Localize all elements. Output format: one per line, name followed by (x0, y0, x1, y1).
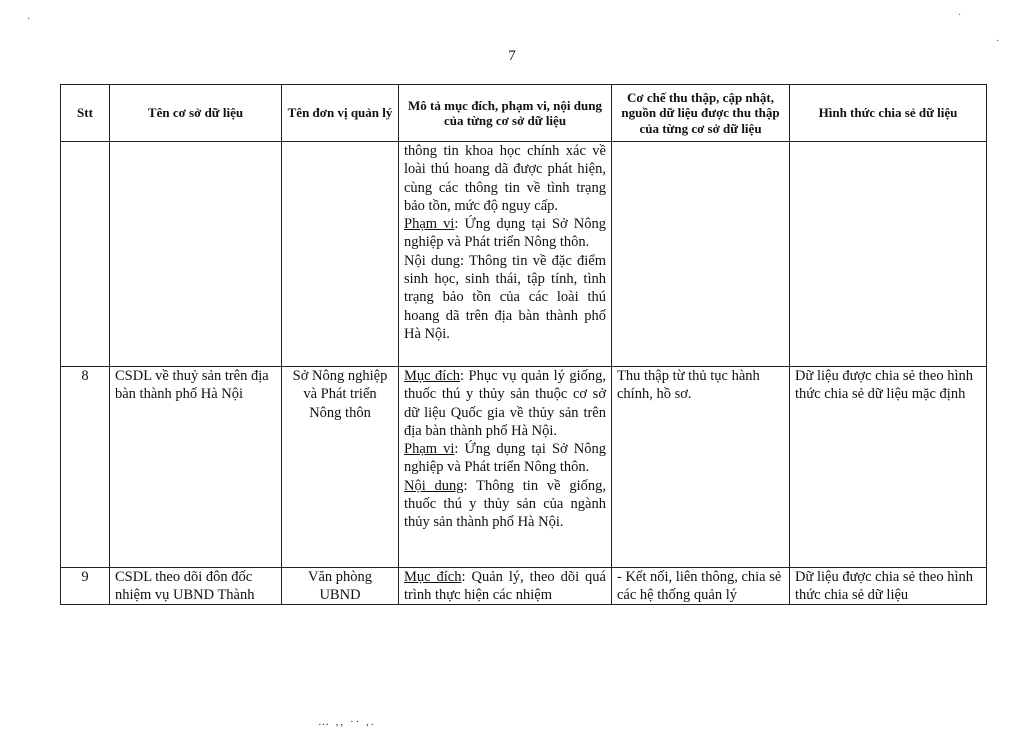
header-description: Mô tả mục đích, phạm vi, nội dung của từng cơ sở dữ liệu (399, 85, 612, 142)
cell-mechanism (612, 142, 790, 367)
cell-sharing-text: Dữ liệu được chia sẻ theo hình thức chia sẻ dữ liệu (795, 569, 974, 604)
table-row (61, 568, 987, 605)
header-collection-mechanism: Cơ chế thu thập, cập nhật, nguồn dữ liệu được thu thập của từng cơ sở dữ liệu (612, 85, 790, 142)
cell-name (110, 568, 282, 605)
description-content (404, 477, 606, 532)
content-label: Nội dung (404, 477, 464, 494)
scope-text: : Ứng dụng tại Sở Nông nghiệp và Phát triển Nông thôn. (404, 441, 606, 476)
cell-description (399, 568, 612, 605)
scan-speck: · (996, 36, 1000, 47)
cell-sharing (790, 568, 987, 605)
cell-description (399, 142, 612, 367)
cell-unit-text: Văn phòng UBND (307, 569, 373, 604)
cell-description (399, 367, 612, 568)
scan-artifact-marks: … ,, ·· ,. (318, 716, 376, 728)
cell-stt: 9 (61, 568, 110, 605)
scope-text: : Ứng dụng tại Sở Nông nghiệp và Phát triển Nông thôn. (404, 216, 606, 251)
scan-speck: · (27, 14, 31, 25)
table-row-continued (61, 142, 987, 367)
cell-mechanism: Thu thập từ thủ tục hành chính, hồ sơ. (612, 367, 790, 568)
scan-speck: · (958, 10, 962, 21)
cell-name: CSDL về thuỷ sản trên địa bàn thành phố Hà Nội (110, 367, 282, 568)
cell-stt: 8 (61, 367, 110, 568)
description-scope (404, 215, 606, 252)
cell-name (110, 142, 282, 367)
scope-label: Phạm vi (404, 441, 455, 458)
description-intro: thông tin khoa học chính xác về loài thú hoang dã được phát hiện, cùng các thông tin về tình trạng bảo tồn, mức độ nguy cấp. (404, 143, 606, 214)
scope-label: Phạm vi (404, 216, 455, 233)
page-number: 7 (508, 48, 516, 64)
cell-unit (282, 568, 399, 605)
cell-sharing (790, 142, 987, 367)
purpose-label: Mục đích (404, 368, 461, 384)
description-scope (404, 440, 606, 477)
header-managing-unit: Tên đơn vị quản lý (282, 85, 399, 142)
header-stt: Stt (61, 85, 110, 142)
cell-mechanism-text: - Kết nối, liên thông, chia sẻ các hệ thống quản lý (617, 569, 782, 604)
purpose-label: Mục đích (404, 569, 462, 585)
database-table (60, 84, 987, 605)
cell-sharing: Dữ liệu được chia sẻ theo hình thức chia sẻ dữ liệu mặc định (790, 367, 987, 568)
description-content: Nội dung: Thông tin về đặc điểm sinh học, sinh thái, tập tính, tình trạng bảo tồn của các loài thú hoang dã trên địa bàn thành phố Hà Nội. (404, 252, 606, 342)
header-database-name: Tên cơ sở dữ liệu (110, 85, 282, 142)
header-sharing-form: Hình thức chia sẻ dữ liệu (790, 85, 987, 142)
purpose-text: : Phục vụ quản lý giống, thuốc thú y thủy sản thuộc cơ sở dữ liệu Quốc gia về thủy sản trên địa bàn thành phố Hà Nội. (404, 368, 606, 439)
table-header-row (61, 85, 987, 142)
table-row (61, 367, 987, 568)
description-purpose (404, 568, 606, 604)
cell-unit: Sở Nông nghiệp và Phát triển Nông thôn (282, 367, 399, 568)
cell-unit (282, 142, 399, 367)
cell-mechanism (612, 568, 790, 605)
cell-stt (61, 142, 110, 367)
description-purpose (404, 367, 606, 440)
cell-name-text: CSDL theo dõi đôn đốc nhiệm vụ UBND Thành (115, 569, 255, 604)
content-text: : Thông tin về giống, thuốc thú y thủy sản của ngành thủy sản thành phố Hà Nội. (404, 477, 606, 531)
purpose-text: : Quản lý, theo dõi quá trình thực hiện các nhiệm (404, 569, 606, 604)
